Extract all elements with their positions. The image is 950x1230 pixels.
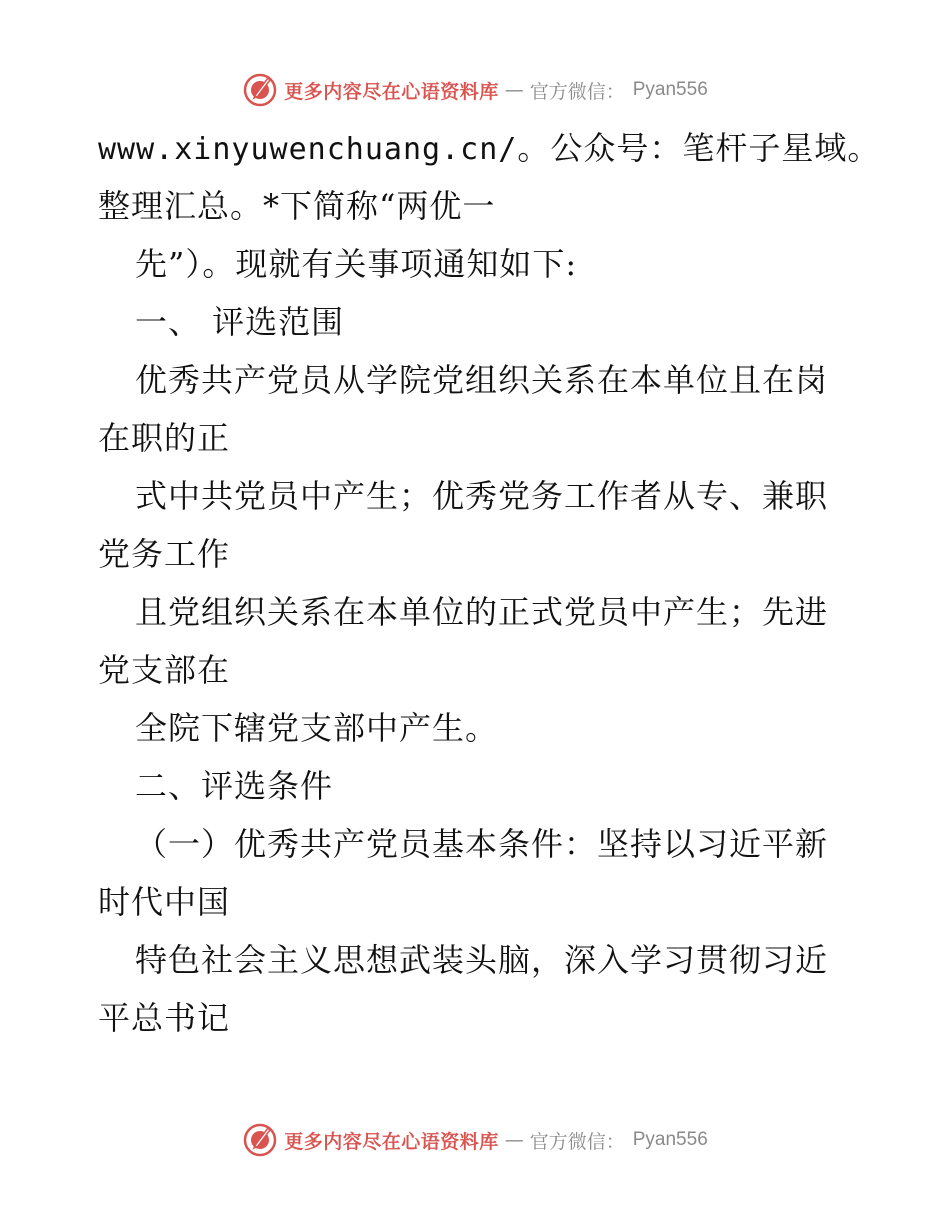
banner-wechat-label: 官方微信： bbox=[529, 1130, 625, 1153]
banner-slogan: 更多内容尽在心语资料库 bbox=[284, 80, 499, 103]
text-line: 时代中国 bbox=[98, 883, 231, 921]
banner-separator: — bbox=[504, 1129, 524, 1151]
text-line: 在职的正 bbox=[98, 419, 231, 457]
text-line: 先”）。现就有关事项通知如下: bbox=[135, 245, 578, 283]
banner-slogan: 更多内容尽在心语资料库 bbox=[284, 1130, 499, 1153]
section-heading-criteria: 二、评选条件 bbox=[135, 767, 334, 805]
quill-logo-icon bbox=[242, 1122, 278, 1158]
text-line: 党支部在 bbox=[98, 651, 231, 689]
text-line: 式中共党员中产生；优秀党务工作者从专、兼职 bbox=[135, 477, 829, 515]
text-line: 整理汇总。*下简称“两优一 bbox=[98, 187, 496, 225]
banner-wechat-label: 官方微信： bbox=[529, 80, 625, 103]
text-line: 全院下辖党支部中产生。 bbox=[135, 709, 499, 747]
text-line: （一）优秀共产党员基本条件：坚持以习近平新 bbox=[135, 825, 829, 863]
source-url: www.xinyuwenchuang.cn/ bbox=[98, 132, 518, 167]
text-line: 党务工作 bbox=[98, 535, 231, 573]
text-line: 且党组织关系在本单位的正式党员中产生；先进 bbox=[135, 593, 829, 631]
footer-banner bbox=[0, 1120, 950, 1160]
text-line: 优秀共产党员从学院党组织关系在本单位且在岗 bbox=[135, 361, 829, 399]
banner-wechat-id: Pyan556 bbox=[632, 1129, 708, 1150]
quill-logo-icon bbox=[242, 72, 278, 108]
document-body bbox=[98, 119, 881, 1047]
banner-wechat-id: Pyan556 bbox=[632, 79, 708, 100]
text-line: 特色社会主义思想武装头脑，深入学习贯彻习近 bbox=[135, 941, 829, 979]
text-line: 平总书记 bbox=[98, 999, 231, 1037]
header-banner bbox=[0, 70, 950, 110]
text-line-url bbox=[98, 119, 881, 177]
banner-separator: — bbox=[504, 79, 524, 101]
source-url-tail: 。公众号：笔杆子星域。 bbox=[517, 129, 881, 167]
section-heading-scope: 一、 评选范围 bbox=[135, 303, 345, 341]
